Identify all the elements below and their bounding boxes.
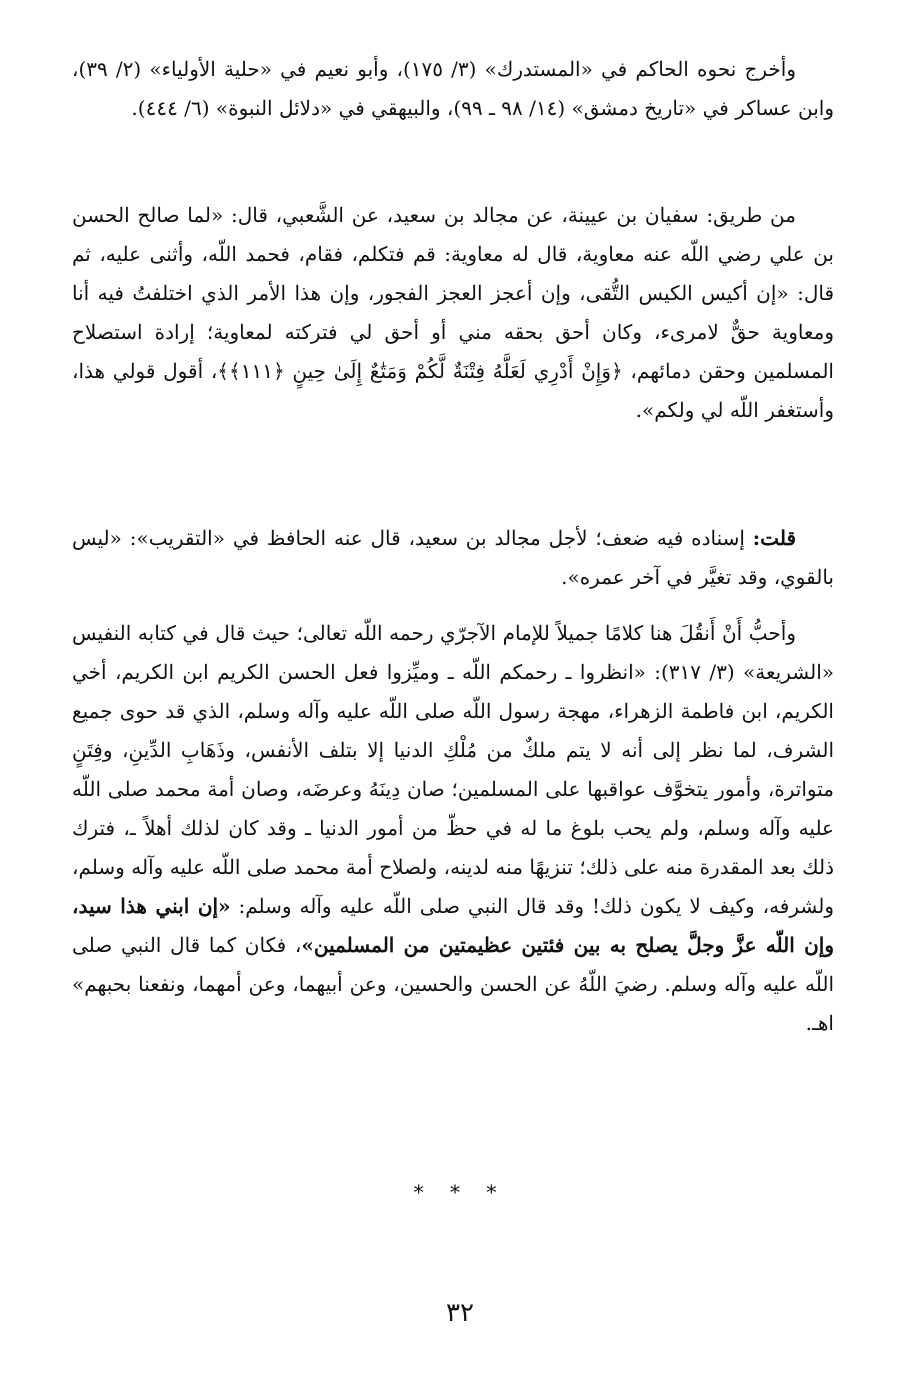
note-label: قلت: [752, 526, 796, 550]
page-number: ٣٢ [446, 1298, 474, 1328]
paragraph-note-body [72, 519, 834, 597]
paragraph-references [72, 50, 834, 128]
paragraph-narration [72, 196, 834, 430]
paragraph-narration-text: من طريق: سفيان بن عيينة، عن مجالد بن سعيد، عن الشَّعبي، قال: «لما صالح الحسن بن علي رضي اللّه عنه معاوية، قال له معاوية: قم فتكلم، فقام، فحمد اللّه، وأثنى عليه، ثم قال: «إن أكيس الكيس التُّقى، وإن أعجز العجز الفجور، وإن هذا الأمر الذي اختلفتُ فيه أنا ومعاوية حقٌّ لامرىء، وكان أحق بحقه مني أو أحق لي فتركته لمعاوية؛ إرادة استصلاح المسلمين وحقن دمائهم، ﴿وَإِنْ أَدْرِي لَعَلَّهُ فِتْنَةٌ لَّكُمْ وَمَتَٰعٌ إِلَىٰ حِينٍ ﴿١١١﴾﴾، أقول قولي هذا، وأستغفر اللّه لي ولكم». [72, 203, 834, 422]
paragraph-quote [72, 614, 834, 1043]
note-text: إسناده فيه ضعف؛ لأجل مجالد بن سعيد، قال عنه الحافظ في «التقريب»: «ليس بالقوي، وقد تغيَّر في آخر عمره». [72, 526, 834, 589]
section-separator: * * * [413, 1180, 507, 1204]
paragraph-note [72, 519, 834, 597]
quote-text-part1: وأحبُّ أَنْ أَنقُلَ هنا كلامًا جميلاً للإمام الآجرّي رحمه اللّه تعالى؛ حيث قال في كتابه النفيس «الشريعة» (٣/ ٣١٧): «انظروا ـ رحمكم اللّه ـ وميِّزوا فعل الحسن الكريم ابن الكريم، أخي الكريم، ابن فاطمة الزهراء، مهجة رسول اللّه صلى اللّه عليه وآله وسلم، الذي قد حوى جميع الشرف، لما نظر إلى أنه لا يتم ملكٌ من مُلْكِ الدنيا إلا بتلف الأنفس، وذَهَابِ الدِّينِ، وفِتَنٍ متواترة، وأمور يتخوَّف عواقبها على المسلمين؛ صان دِينَهُ وعرضَه، وصان أمة محمد صلى اللّه عليه وآله وسلم، ولم يحب بلوغ ما له في حظّ من أمور الدنيا ـ وقد كان لذلك أهلاً ـ، فترك ذلك بعد المقدرة منه على ذلك؛ تنزيهًا منه لدينه، ولصلاح أمة محمد صلى اللّه عليه وآله وسلم، ولشرفه، وكيف لا يكون ذلك! وقد قال النبي صلى اللّه عليه وآله وسلم: [72, 621, 834, 918]
quote-text-part2: ، فكان كما قال النبي صلى اللّه عليه وآله وسلم. رضيَ اللّهُ عن الحسن والحسين، وعن أبيهما، وعن أمهما، ونفعنا بحبهم» اهـ. [72, 933, 834, 1035]
paragraph-quote-body [72, 614, 834, 1043]
hadith-quote: «إن ابني هذا سيد، وإن اللّه عزَّ وجلَّ يصلح به بين فئتين عظيمتين من المسلمين» [72, 894, 835, 957]
paragraph-references-text: وأخرج نحوه الحاكم في «المستدرك» (٣/ ١٧٥)، وأبو نعيم في «حلية الأولياء» (٢/ ٣٩)، وابن عساكر في «تاريخ دمشق» (١٤/ ٩٨ ـ ٩٩)، والبيهقي في «دلائل النبوة» (٦/ ٤٤٤). [72, 57, 834, 120]
